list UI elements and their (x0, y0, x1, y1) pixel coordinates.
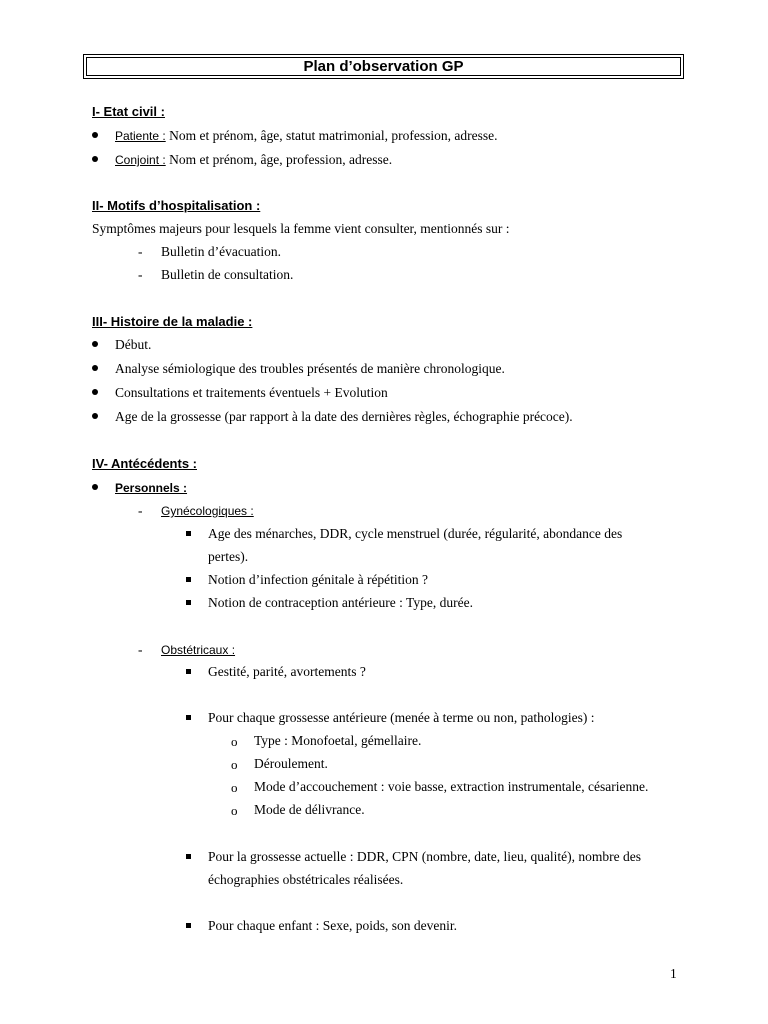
obst-item-2: Pour chaque grossesse antérieure (menée à terme ou non, pathologies) : (208, 710, 595, 725)
bullet-icon (92, 365, 98, 371)
conjoint-text: Nom et prénom, âge, profession, adresse. (165, 152, 393, 167)
circle-marker: o (231, 734, 238, 749)
square-bullet-icon (186, 715, 191, 720)
motif-item-1: Bulletin d’évacuation. (161, 244, 281, 259)
circle-marker: o (231, 780, 238, 795)
obst-item-3: Pour la grossesse actuelle : DDR, CPN (nombre, date, lieu, qualité), nombre des (208, 849, 642, 864)
conjoint-label: Conjoint : (115, 153, 166, 167)
gyneco-label: Gynécologiques : (161, 504, 254, 518)
bullet-icon (92, 132, 98, 138)
patiente-text: Nom et prénom, âge, statut matrimonial, profession, adresse. (165, 128, 498, 143)
conjoint-line (115, 152, 392, 168)
histoire-item-2: Analyse sémiologique des troubles présentés de manière chronologique. (115, 361, 505, 376)
sub-item-4: Mode de délivrance. (254, 802, 365, 817)
dash-marker: - (138, 267, 143, 282)
patiente-label: Patiente : (115, 129, 166, 143)
dash-marker: - (138, 642, 143, 657)
square-bullet-icon (186, 600, 191, 605)
sub-item-3: Mode d’accouchement : voie basse, extraction instrumentale, césarienne. (254, 779, 649, 794)
square-bullet-icon (186, 669, 191, 674)
dash-marker: - (138, 503, 143, 518)
gyneco-item-1-cont: pertes). (208, 549, 249, 564)
obst-item-3-cont: échographies obstétricales réalisées. (208, 872, 404, 887)
section-2-heading: II- Motifs d’hospitalisation : (92, 198, 261, 213)
document-title: Plan d’observation GP (303, 58, 464, 75)
gyneco-item-3: Notion de contraception antérieure : Type, durée. (208, 595, 473, 610)
histoire-item-3: Consultations et traitements éventuels + Evolution (115, 385, 388, 400)
histoire-item-4: Age de la grossesse (par rapport à la date des dernières règles, échographie précoce). (115, 409, 573, 424)
circle-marker: o (231, 803, 238, 818)
section-2-intro: Symptômes majeurs pour lesquels la femme vient consulter, mentionnés sur : (92, 221, 510, 236)
bullet-icon (92, 389, 98, 395)
bullet-icon (92, 341, 98, 347)
square-bullet-icon (186, 923, 191, 928)
obst-label: Obstétricaux : (161, 643, 236, 657)
motif-item-2: Bulletin de consultation. (161, 267, 294, 282)
title-box (83, 54, 684, 79)
obst-item-1: Gestité, parité, avortements ? (208, 664, 366, 679)
section-1-heading: I- Etat civil : (92, 104, 165, 119)
dash-marker: - (138, 244, 143, 259)
section-3-heading: III- Histoire de la maladie : (92, 314, 253, 329)
bullet-icon (92, 484, 98, 490)
obst-item-4: Pour chaque enfant : Sexe, poids, son devenir. (208, 918, 457, 933)
sub-item-2: Déroulement. (254, 756, 328, 771)
circle-marker: o (231, 757, 238, 772)
gyneco-item-2: Notion d’infection génitale à répétition ? (208, 572, 429, 587)
gyneco-item-1: Age des ménarches, DDR, cycle menstruel (durée, régularité, abondance des (208, 526, 623, 541)
square-bullet-icon (186, 577, 191, 582)
histoire-item-1: Début. (115, 337, 152, 352)
square-bullet-icon (186, 531, 191, 536)
square-bullet-icon (186, 854, 191, 859)
section-4-heading: IV- Antécédents : (92, 456, 197, 471)
sub-item-1: Type : Monofoetal, gémellaire. (254, 733, 422, 748)
page-number: 1 (670, 966, 677, 981)
bullet-icon (92, 156, 98, 162)
patiente-line (115, 128, 498, 144)
personnels-label: Personnels : (115, 481, 188, 495)
bullet-icon (92, 413, 98, 419)
